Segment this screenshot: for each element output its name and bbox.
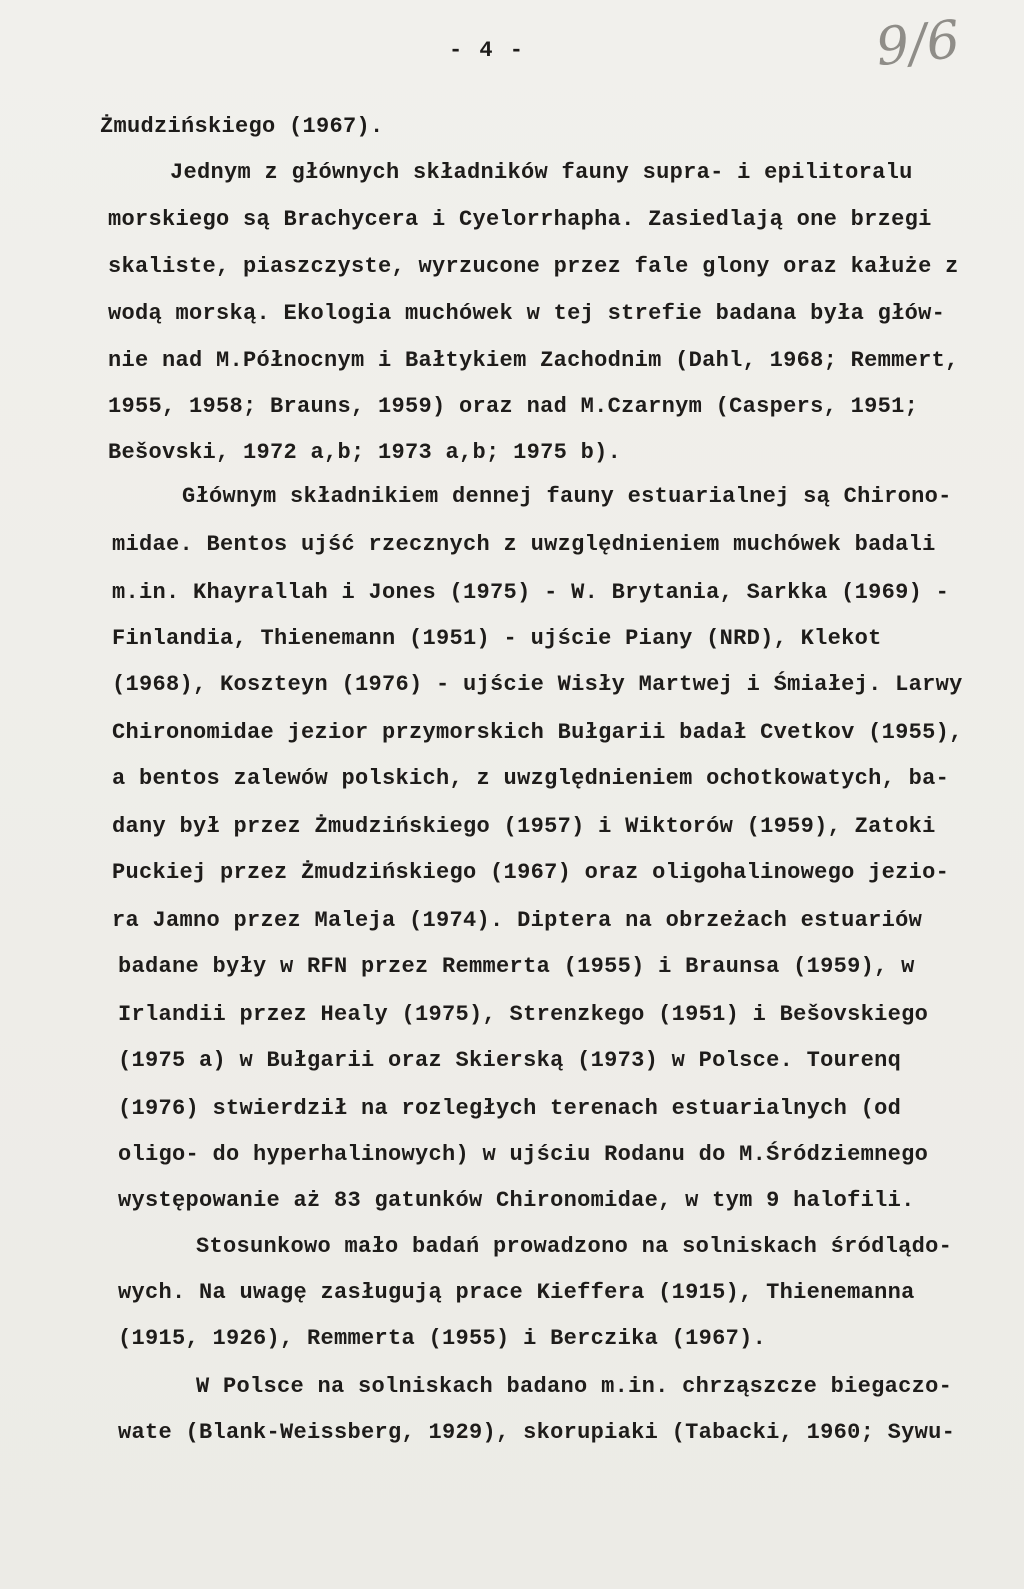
text-line: (1975 a) w Bułgarii oraz Skierską (1973) w Polsce. Tourenq bbox=[118, 1048, 902, 1073]
text-line: wate (Blank-Weissberg, 1929), skorupiaki (Tabacki, 1960; Sywu- bbox=[118, 1420, 956, 1445]
text-line: ra Jamno przez Maleja (1974). Diptera na obrzeżach estuariów bbox=[112, 908, 923, 933]
handwritten-folio-mark: 9/6 bbox=[873, 9, 963, 79]
text-line: (1915, 1926), Remmerta (1955) i Berczika (1967). bbox=[118, 1326, 767, 1351]
text-line: Żmudzińskiego (1967). bbox=[100, 114, 384, 139]
text-line: Chironomidae jezior przymorskich Bułgarii badał Cvetkov (1955), bbox=[112, 720, 963, 745]
text-line: skaliste, piaszczyste, wyrzucone przez fale glony oraz kałuże z bbox=[108, 254, 959, 279]
text-line: morskiego są Brachycera i Cyelorrhapha. Zasiedlają one brzegi bbox=[108, 207, 932, 232]
text-line: Jednym z głównych składników fauny supra- i epilitoralu bbox=[170, 160, 913, 185]
text-line: W Polsce na solniskach badano m.in. chrząszcze biegaczo- bbox=[196, 1374, 953, 1399]
text-line: badane były w RFN przez Remmerta (1955) i Braunsa (1959), w bbox=[118, 954, 915, 979]
text-line: wodą morską. Ekologia muchówek w tej strefie badana była głów- bbox=[108, 301, 946, 326]
page-number: - 4 - bbox=[448, 38, 525, 63]
text-line: (1968), Koszteyn (1976) - ujście Wisły Martwej i Śmiałej. Larwy bbox=[112, 672, 963, 697]
text-line: nie nad M.Północnym i Bałtykiem Zachodnim (Dahl, 1968; Remmert, bbox=[108, 348, 959, 373]
text-line: oligo- do hyperhalinowych) w ujściu Rodanu do M.Śródziemnego bbox=[118, 1142, 929, 1167]
text-line: Bešovski, 1972 a,b; 1973 a,b; 1975 b). bbox=[108, 440, 622, 465]
text-line: (1976) stwierdził na rozległych terenach estuarialnych (od bbox=[118, 1096, 902, 1121]
text-line: Stosunkowo mało badań prowadzono na solniskach śródlądo- bbox=[196, 1234, 953, 1259]
text-line: Głównym składnikiem dennej fauny estuarialnej są Chirono- bbox=[182, 484, 952, 509]
text-line: wych. Na uwagę zasługują prace Kieffera (1915), Thienemanna bbox=[118, 1280, 915, 1305]
text-line: dany był przez Żmudzińskiego (1957) i Wiktorów (1959), Zatoki bbox=[112, 814, 936, 839]
text-line: m.in. Khayrallah i Jones (1975) - W. Brytania, Sarkka (1969) - bbox=[112, 580, 950, 605]
text-line: Finlandia, Thienemann (1951) - ujście Piany (NRD), Klekot bbox=[112, 626, 882, 651]
text-line: a bentos zalewów polskich, z uwzględnieniem ochotkowatych, ba- bbox=[112, 766, 950, 791]
text-line: występowanie aż 83 gatunków Chironomidae, w tym 9 halofili. bbox=[118, 1188, 915, 1213]
text-line: Irlandii przez Healy (1975), Strenzkego (1951) i Bešovskiego bbox=[118, 1002, 929, 1027]
text-line: midae. Bentos ujść rzecznych z uwzględnieniem muchówek badali bbox=[112, 532, 936, 557]
text-line: Puckiej przez Żmudzińskiego (1967) oraz oligohalinowego jezio- bbox=[112, 860, 950, 885]
text-line: 1955, 1958; Brauns, 1959) oraz nad M.Czarnym (Caspers, 1951; bbox=[108, 394, 919, 419]
